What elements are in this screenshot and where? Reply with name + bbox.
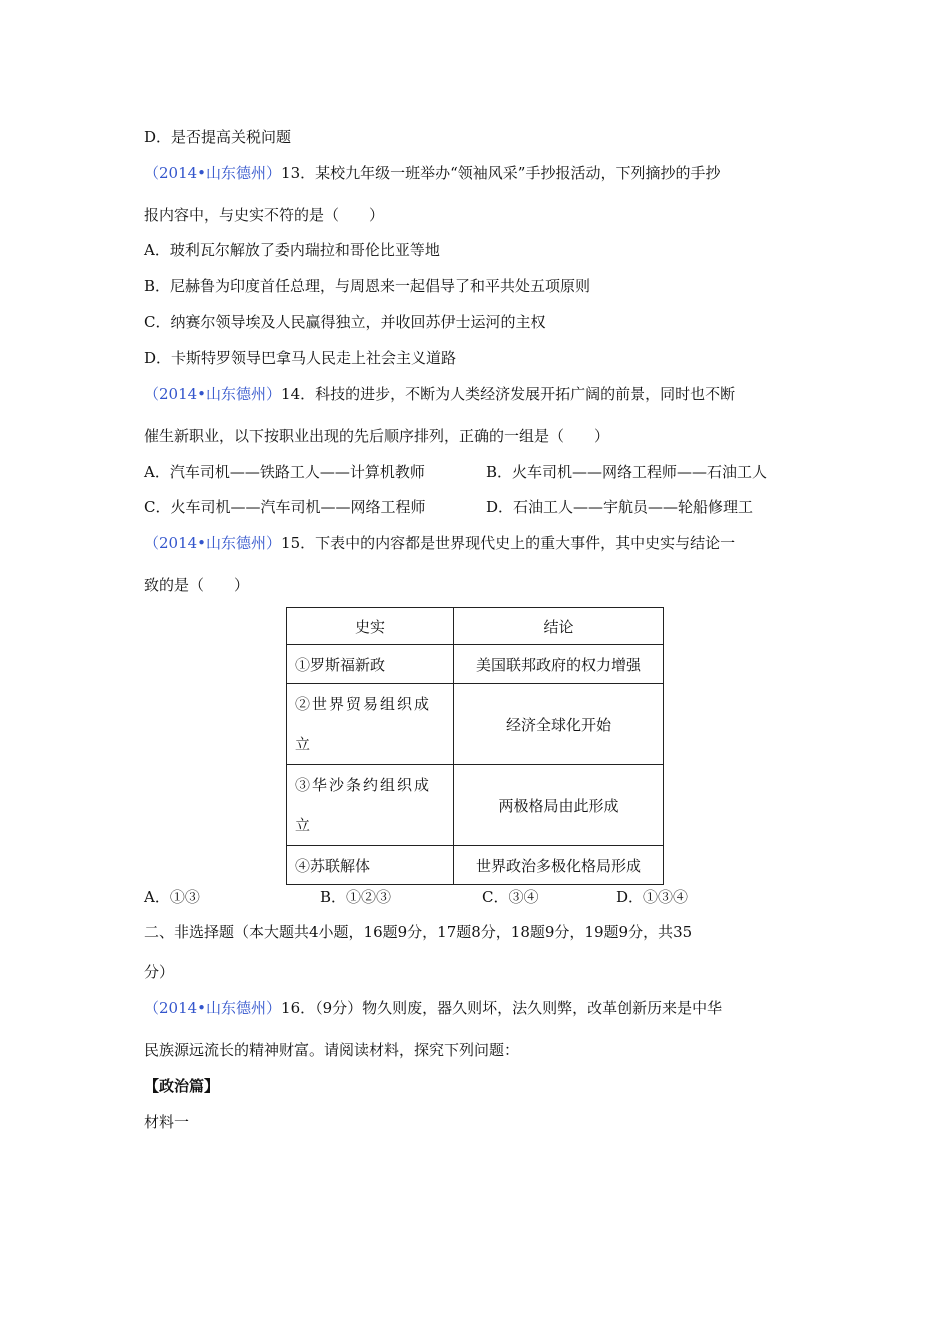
section2-title-line2: 分） (144, 963, 175, 981)
q14-stem-line1 (144, 384, 735, 404)
history-table (286, 607, 664, 885)
table-cell-conclusion: 经济全球化开始 (454, 684, 664, 765)
q13-stem-line1 (144, 163, 720, 183)
table-cell-conclusion: 世界政治多极化格局形成 (454, 846, 664, 885)
q15-stem-line2: 致的是（ ） (144, 576, 250, 594)
q14-option-b: B．火车司机——网络工程师——石油工人 (486, 463, 768, 481)
q16-stem-line2: 民族源远流长的精神财富。请阅读材料，探究下列问题： (144, 1041, 520, 1059)
q14-option-a: A．汽车司机——铁路工人——计算机教师 (144, 463, 425, 481)
table-cell-fact-line2: 立 (295, 735, 311, 753)
table-header-row (287, 608, 664, 645)
q13-option-b: B．尼赫鲁为印度首任总理，与周恩来一起倡导了和平共处五项原则 (144, 277, 591, 295)
q14-source: （2014•山东德州） (144, 385, 282, 403)
q16-part-title: 【政治篇】 (144, 1077, 220, 1095)
q13-option-c: C．纳赛尔领导埃及人民赢得独立，并收回苏伊士运河的主权 (144, 313, 546, 331)
table-cell-fact: ①罗斯福新政 (287, 645, 454, 684)
q13-option-a: A．玻利瓦尔解放了委内瑞拉和哥伦比亚等地 (144, 241, 440, 259)
q13-option-d: D．卡斯特罗领导巴拿马人民走上社会主义道路 (144, 349, 457, 367)
q15-stem-line1 (144, 533, 735, 553)
table-cell-fact: ④苏联解体 (287, 846, 454, 885)
q15-options (144, 886, 744, 906)
q16-material-label: 材料一 (144, 1113, 190, 1131)
q15-option-a: A．①③ (144, 888, 200, 906)
q14-stem-text: 14．科技的进步，不断为人类经济发展开拓广阔的前景，同时也不断 (281, 385, 736, 403)
table-row (287, 645, 664, 684)
table-row (287, 765, 664, 846)
q13-stem-line2: 报内容中，与史实不符的是（ ） (144, 206, 385, 224)
q16-source: （2014•山东德州） (144, 999, 282, 1017)
q12-option-d: D．是否提高关税问题 (144, 128, 292, 146)
table-cell-conclusion: 美国联邦政府的权力增强 (454, 645, 664, 684)
table-cell-fact-line2: 立 (295, 816, 311, 834)
q15-option-d: D．①③④ (616, 888, 689, 906)
q13-source: （2014•山东德州） (144, 164, 282, 182)
q14-option-d: D．石油工人——宇航员——轮船修理工 (486, 498, 754, 516)
table-cell-fact-line1: ③华沙条约组织成 (295, 776, 432, 794)
q13-stem-text: 13．某校九年级一班举办“领袖风采”手抄报活动，下列摘抄的手抄 (281, 164, 721, 182)
q15-stem-text: 15．下表中的内容都是世界现代史上的重大事件，其中史实与结论一 (281, 534, 736, 552)
q14-stem-line2: 催生新职业，以下按职业出现的先后顺序排列，正确的一组是（ ） (144, 427, 610, 445)
table-cell-fact (287, 684, 454, 765)
table-header-fact: 史实 (287, 608, 454, 645)
table-cell-conclusion: 两极格局由此形成 (454, 765, 664, 846)
table-cell-fact (287, 765, 454, 846)
q15-source: （2014•山东德州） (144, 534, 282, 552)
section2-title-line1: 二、非选择题（本大题共4小题，16题9分，17题8分，18题9分，19题9分，共35 (144, 923, 693, 941)
q14-option-c: C．火车司机——汽车司机——网络工程师 (144, 498, 426, 516)
table-row (287, 846, 664, 885)
q15-option-b: B．①②③ (320, 888, 392, 906)
q15-option-c: C．③④ (482, 888, 539, 906)
table-cell-fact-line1: ②世界贸易组织成 (295, 695, 432, 713)
q16-stem-text: 16．（9分）物久则废，器久则坏，法久则弊，改革创新历来是中华 (281, 999, 723, 1017)
table-row (287, 684, 664, 765)
table-header-conclusion: 结论 (454, 608, 664, 645)
q14-options-row1 (144, 462, 425, 482)
q16-stem-line1 (144, 998, 722, 1018)
